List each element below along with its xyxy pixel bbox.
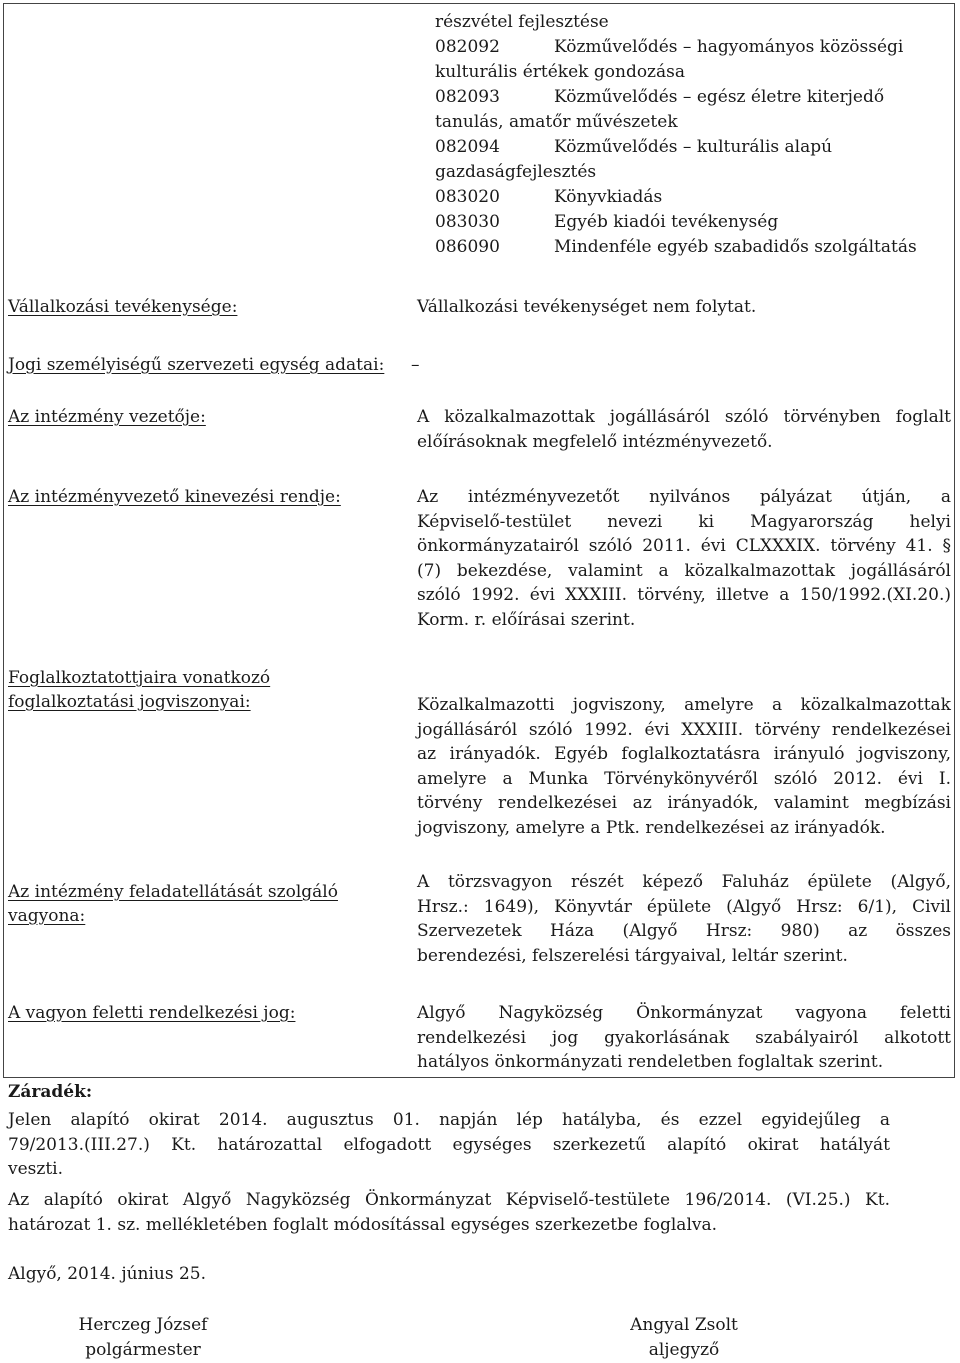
activity-continuation: részvétel fejlesztése [435,12,609,32]
assets-label: Az intézmény feladatellátását szolgáló vagyona: [8,882,338,926]
place-date: Algyő, 2014. június 25. [8,1264,207,1284]
legal-unit-label: Jogi személyiségű szervezeti egység adatai: [8,355,385,375]
activity-code: 082094 [435,137,500,157]
institution-head-value: A közalkalmazottak jogállásáról szóló törvényben foglalt előírásoknak megfelelő intézményvezető. [417,407,951,452]
signature-mayor [43,1313,243,1363]
activity-line [435,35,903,60]
activity-line [435,135,832,160]
employment-label: Foglalkoztatottjaira vonatkozó foglalkoztatási jogviszonyai: [8,668,271,712]
legal-unit-value: – [411,355,420,375]
activity-name: Közművelődés – hagyományos közösségi [554,37,904,57]
disposal-label: A vagyon feletti rendelkezési jog: [8,1003,296,1023]
activity-name: Közművelődés – kulturális alapú [554,137,833,157]
appointment-label: Az intézményvezető kinevezési rendje: [8,487,341,507]
activity-line [435,185,662,210]
signatory-name: Angyal Zsolt [630,1315,738,1335]
business-activity-value: Vállalkozási tevékenységet nem folytat. [417,297,757,317]
assets-value: A törzsvagyon részét képező Faluház épülete (Algyő, Hrsz.: 1649), Könyvtár épülete (Algyő Hrsz: 6/1), Civil Szervezetek Háza (Algyő Hrsz: 980) az összes berendezési, felszerelési tárgyaival, leltár szerint. [417,872,951,966]
clause-paragraph-1: Jelen alapító okirat 2014. augusztus 01. napján lép hatályba, és ezzel egyidejűleg a 79/2013.(III.27.) Kt. határozattal elfogadott egységes szerkezetű alapító okirat hatályát veszti. [8,1110,890,1179]
activity-name: Könyvkiadás [554,187,663,207]
employment-value: Közalkalmazotti jogviszony, amelyre a közalkalmazottak jogállásáról szóló 1992. évi XXXIII. törvény rendelkezései az irányadók. Egyéb foglalkoztatásra irányuló jogviszony, amelyre a Munka Törvénykönyvéről szóló 2012. évi I. törvény rendelkezései az irányadók, valamint megbízási jogviszony, amelyre a Ptk. rendelkezései az irányadók. [417,695,951,838]
institution-head-label: Az intézmény vezetője: [8,407,206,427]
signatory-name: Herczeg József [78,1315,208,1335]
activity-code: 083020 [435,187,500,207]
activity-continuation: tanulás, amatőr művészetek [435,112,678,132]
signatory-title: aljegyző [648,1340,720,1360]
activity-line [435,85,884,110]
activity-name: Mindenféle egyéb szabadidős szolgáltatás [554,237,917,257]
signature-deputy-notary [584,1313,784,1363]
clause-paragraph-2: Az alapító okirat Algyő Nagyközség Önkormányzat Képviselő-testülete 196/2014. (VI.25.) Kt. határozat 1. sz. mellékletében foglalt módosítással egységes szerkezetbe foglalva. [8,1190,890,1235]
activity-code: 086090 [435,237,500,257]
activity-continuation: kulturális értékek gondozása [435,62,686,82]
activity-code: 082093 [435,87,500,107]
activity-line [435,235,917,260]
disposal-value: Algyő Nagyközség Önkormányzat vagyona feletti rendelkezési jog gyakorlásának szabályairól alkotott hatályos önkormányzati rendeletben foglaltak szerint. [417,1003,951,1073]
business-activity-label: Vállalkozási tevékenysége: [8,297,238,317]
appointment-value: Az intézményvezetőt nyilvános pályázat útján, a Képviselő-testület nevezi ki Magyarország helyi önkormányzatairól szóló 2011. évi CLXXXIX. törvény 41. § (7) bekezdése, valamint a közalkalmazottak jogállásáról szóló 1992. évi XXXIII. törvény, illetve a 150/1992.(XI.20.) Korm. r. előírásai szerint. [417,487,951,630]
activity-code: 082092 [435,37,500,57]
activity-name: Egyéb kiadói tevékenység [554,212,779,232]
clause-title: Záradék: [8,1082,93,1102]
signatory-title: polgármester [85,1340,201,1360]
activity-continuation: gazdaságfejlesztés [435,162,597,182]
activity-code: 083030 [435,212,500,232]
activity-name: Közművelődés – egész életre kiterjedő [554,87,885,107]
activity-line [435,210,778,235]
